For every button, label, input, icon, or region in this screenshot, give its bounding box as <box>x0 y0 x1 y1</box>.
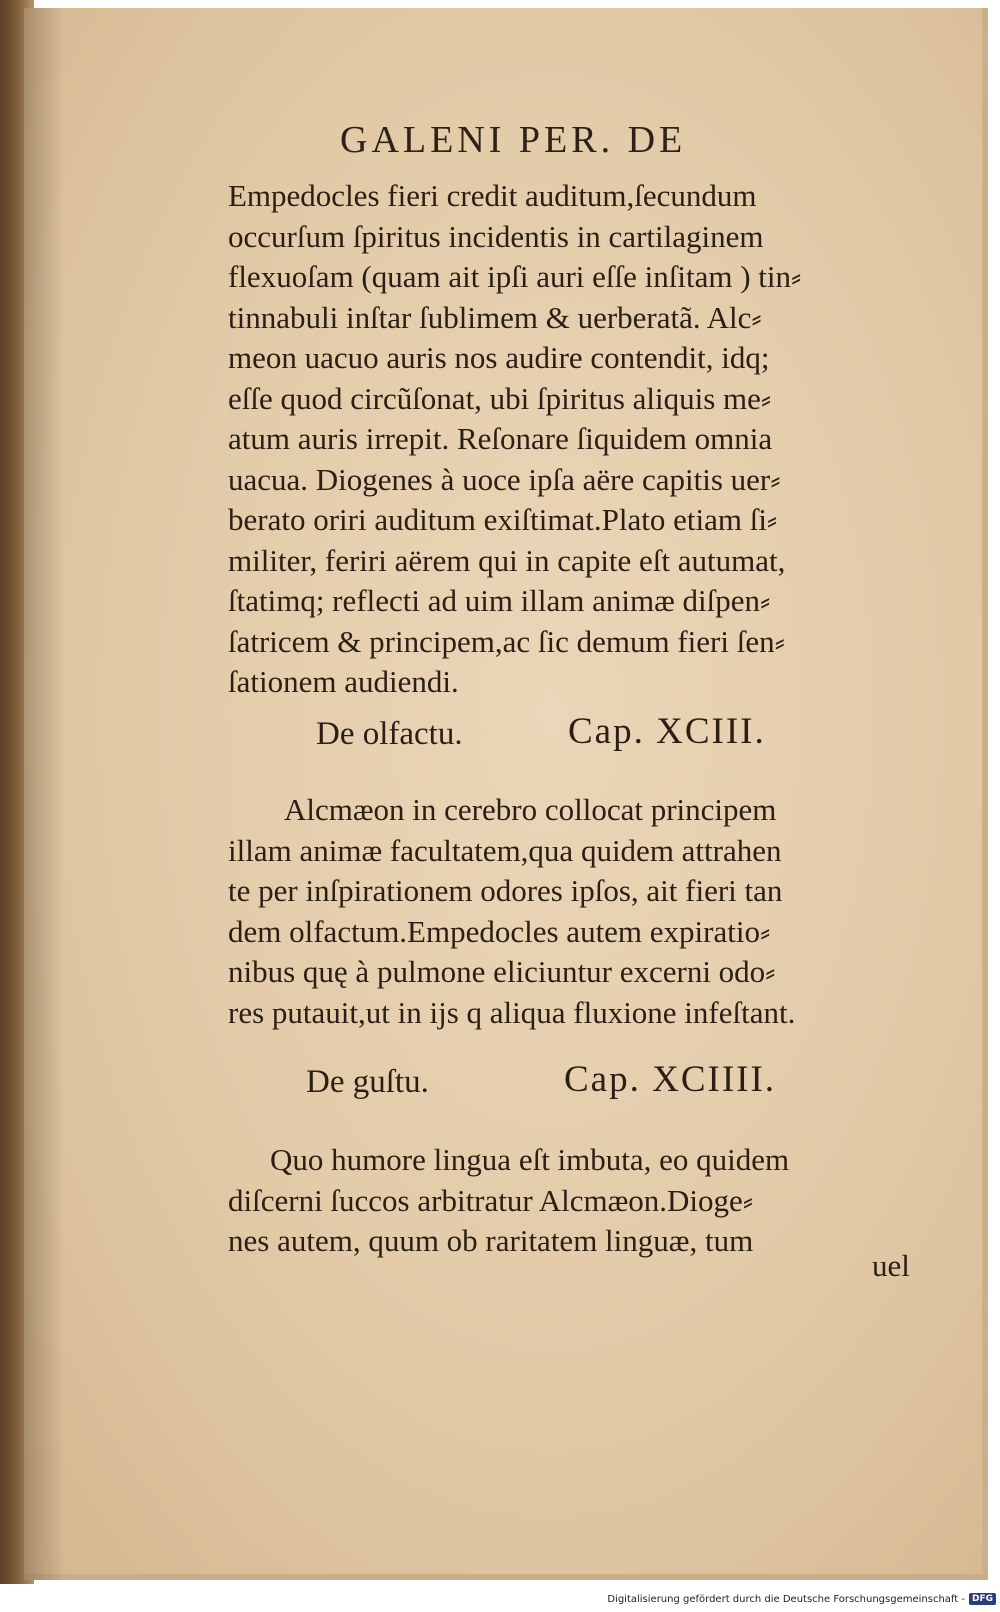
text-line: tinnabuli inſtar ſublimem & uerberatã. Alc⸗ <box>228 299 762 335</box>
text-line: illam animæ facultatem,qua quidem attrahen <box>228 832 782 868</box>
catchword: uel <box>872 1248 910 1283</box>
paragraph-auditus <box>228 176 801 703</box>
chapter-number-93: Cap. XCIII. <box>568 711 766 752</box>
running-head: GALENI PER. DE <box>340 119 687 161</box>
text-line: Empedocles fieri credit auditum,ſecundum <box>228 178 757 213</box>
text-line: militer, feriri aërem qui in capite eſt autumat, <box>228 542 786 578</box>
text-line: Alcmæon in cerebro collocat principem <box>284 792 777 827</box>
paragraph-gustus <box>228 1140 789 1262</box>
text-line: ſationem audiendi. <box>228 664 459 699</box>
text-line: ſatricem & principem,ac ſic demum fieri ſen⸗ <box>228 623 785 659</box>
text-line: res putauit,ut in ijs q aliqua fluxione infeſtant. <box>228 994 796 1030</box>
paragraph-olfactus <box>228 790 795 1033</box>
text-line: flexuoſam (quam ait ipſi auri eſſe inſitam ) tin⸗ <box>228 259 802 294</box>
chapter-title-olfactu: De olfactu. <box>316 716 463 752</box>
text-line: dem olfactum.Empedocles autem expiratio⸗ <box>228 913 771 949</box>
text-line: meon uacuo auris nos audire contendit, idq; <box>228 340 770 375</box>
chapter-number-94: Cap. XCIIII. <box>564 1059 777 1100</box>
text-line: diſcerni ſuccos arbitratur Alcmæon.Dioge⸗ <box>228 1182 754 1218</box>
text-line: Quo humore lingua eſt imbuta, eo quidem <box>270 1142 790 1177</box>
text-line: atum auris irrepit. Reſonare ſiquidem omnia <box>228 421 773 456</box>
text-line: ſtatimq; reflecti ad uim illam animæ diſpen⸗ <box>228 583 771 618</box>
text-line: eſſe quod circũſonat, ubi ſpiritus aliquis me⸗ <box>228 380 772 416</box>
text-line: nibus quę à pulmone eliciuntur excerni odo⸗ <box>228 954 776 989</box>
text-line: occurſum ſpiritus incidentis in cartilaginem <box>228 218 764 254</box>
chapter-title-gustu: De guſtu. <box>306 1064 429 1100</box>
text-line: berato oriri auditum exiſtimat.Plato etiam ſi⸗ <box>228 502 778 537</box>
text-line: nes autem, quum ob raritatem linguæ, tum <box>228 1223 754 1258</box>
text-line: uacua. Diogenes à uoce ipſa aëre capitis uer⸗ <box>228 461 781 497</box>
digitization-footer <box>607 1588 996 1610</box>
text-line: te per inſpirationem odores ipſos, ait fieri tan <box>228 873 783 908</box>
gutter-shadow <box>24 8 64 1580</box>
footer-credit-text: Digitalisierung gefördert durch die Deutsche Forschungsgemeinschaft - <box>607 1593 965 1605</box>
dfg-logo-icon: DFG <box>969 1593 996 1605</box>
